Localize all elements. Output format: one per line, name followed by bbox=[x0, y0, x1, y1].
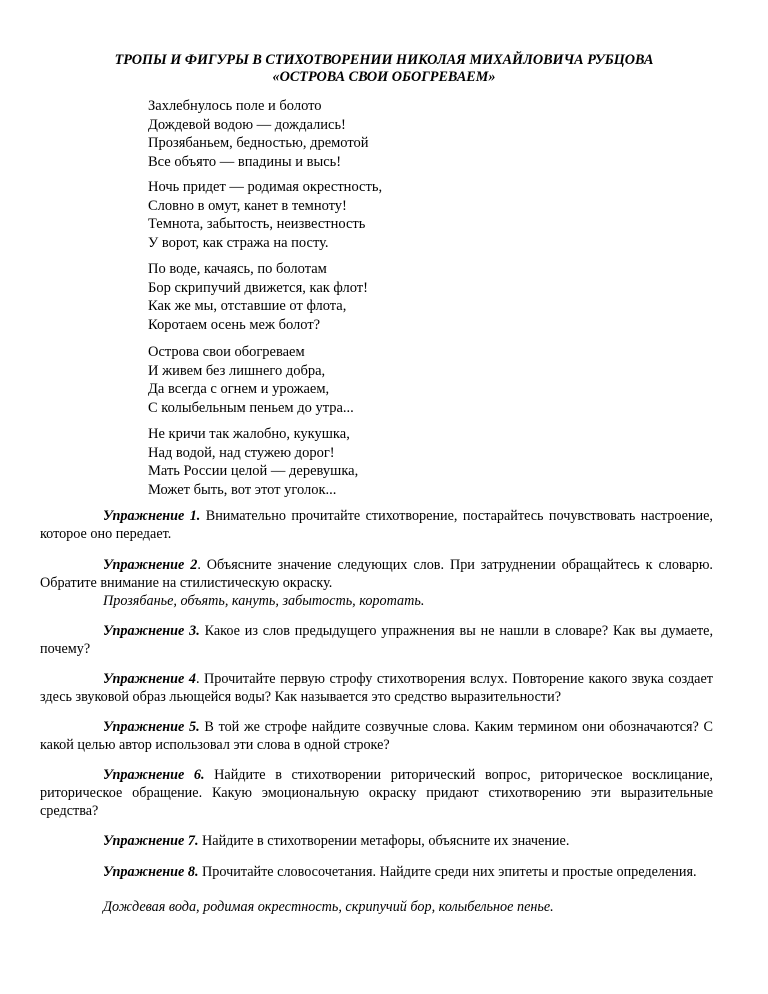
poem-stanza-4 bbox=[148, 343, 354, 418]
exercise-text: Найдите в стихотворении риторический вопрос, риторическое восклицание, риторическое обращение. Какую эмоциональную окраску придают стихотворению эти выразительные средства? bbox=[40, 767, 713, 819]
exercise-3 bbox=[40, 622, 713, 658]
poem-line: И живем без лишнего добра, bbox=[148, 362, 326, 379]
exercise-label: Упражнение 7. bbox=[103, 833, 199, 849]
poem-line: По воде, качаясь, по болотам bbox=[148, 261, 327, 277]
exercise-text: Какое из слов предыдущего упражнения вы не нашли в словаре? Как вы думаете, почему? bbox=[40, 623, 713, 657]
exercise-1 bbox=[40, 507, 713, 543]
document-title-line-1: ТРОПЫ И ФИГУРЫ В СТИХОТВОРЕНИИ НИКОЛАЯ МИХАЙЛОВИЧА РУБЦОВА bbox=[114, 52, 654, 68]
poem-line: Не кричи так жалобно, кукушка, bbox=[148, 426, 350, 442]
poem-line: Ночь придет — родимая окрестность, bbox=[148, 179, 383, 195]
poem-line: Может быть, вот этот уголок... bbox=[148, 482, 337, 499]
poem-stanza-5 bbox=[148, 425, 358, 500]
exercise-label: Упражнение 1. bbox=[103, 508, 201, 524]
poem-line: Как же мы, отставшие от флота, bbox=[148, 298, 347, 315]
exercise-text: В той же строфе найдите созвучные слова. Каким термином они обозначаются? С какой целью автор использовал эти слова в одной строке? bbox=[40, 719, 713, 753]
exercise-text: . Прочитайте первую строфу стихотворения вслух. Повторение какого звука создает здесь звуковой образ льющейся воды? Как называется это средство выразительности? bbox=[40, 671, 713, 705]
exercise-2-words: Прозябанье, объять, кануть, забытость, коротать. bbox=[103, 593, 425, 609]
poem-line: Захлебнулось поле и болото bbox=[148, 98, 322, 114]
exercise-4 bbox=[40, 670, 713, 706]
exercise-5 bbox=[40, 718, 713, 754]
exercise-label: Упражнение 8. bbox=[103, 864, 199, 880]
exercise-7 bbox=[40, 832, 713, 850]
poem-line: Словно в омут, канет в темноту! bbox=[148, 197, 347, 214]
poem-line: Бор скрипучий движется, как флот! bbox=[148, 279, 368, 296]
exercise-label: Упражнение 3. bbox=[103, 623, 200, 639]
poem-line: Да всегда с огнем и урожаем, bbox=[148, 381, 330, 398]
poem-line: Прозябаньем, бедностью, дремотой bbox=[148, 135, 369, 152]
document-title-line-2: «ОСТРОВА СВОИ ОБОГРЕВАЕМ» bbox=[272, 69, 496, 85]
exercise-label: Упражнение 5. bbox=[103, 719, 200, 735]
exercise-2 bbox=[40, 556, 713, 592]
poem-stanza-2 bbox=[148, 178, 382, 253]
exercise-text: Внимательно прочитайте стихотворение, постарайтесь почувствовать настроение, которое оно передает. bbox=[40, 508, 713, 542]
poem-line: Темнота, забытость, неизвестность bbox=[148, 216, 366, 233]
poem-line: Острова свои обогреваем bbox=[148, 344, 305, 360]
exercise-text: Прочитайте словосочетания. Найдите среди них эпитеты и простые определения. bbox=[198, 864, 697, 880]
exercise-label: Упражнение 4 bbox=[103, 671, 196, 687]
exercise-text: Найдите в стихотворении метафоры, объясните их значение. bbox=[198, 833, 570, 849]
exercise-label: Упражнение 6. bbox=[103, 767, 205, 783]
poem-stanza-3 bbox=[148, 260, 368, 335]
exercise-8-words: Дождевая вода, родимая окрестность, скрипучий бор, колыбельное пенье. bbox=[103, 899, 554, 915]
exercise-8 bbox=[40, 863, 713, 881]
poem-line: Мать России целой — деревушка, bbox=[148, 463, 359, 480]
poem-line: Все объято — впадины и высь! bbox=[148, 154, 342, 171]
poem-line: Над водой, над стужею дорог! bbox=[148, 444, 335, 461]
poem-line: Дождевой водою — дождались! bbox=[148, 116, 346, 133]
exercise-label: Упражнение 2 bbox=[103, 557, 198, 573]
poem-line: С колыбельным пеньем до утра... bbox=[148, 400, 354, 417]
poem-stanza-1 bbox=[148, 97, 369, 172]
exercise-6 bbox=[40, 766, 713, 820]
poem-line: Коротаем осень меж болот? bbox=[148, 317, 321, 334]
poem-line: У ворот, как стража на посту. bbox=[148, 235, 329, 252]
exercise-text: . Объясните значение следующих слов. При затруднении обращайтесь к словарю. Обратите внимание на стилистическую окраску. bbox=[40, 557, 713, 591]
